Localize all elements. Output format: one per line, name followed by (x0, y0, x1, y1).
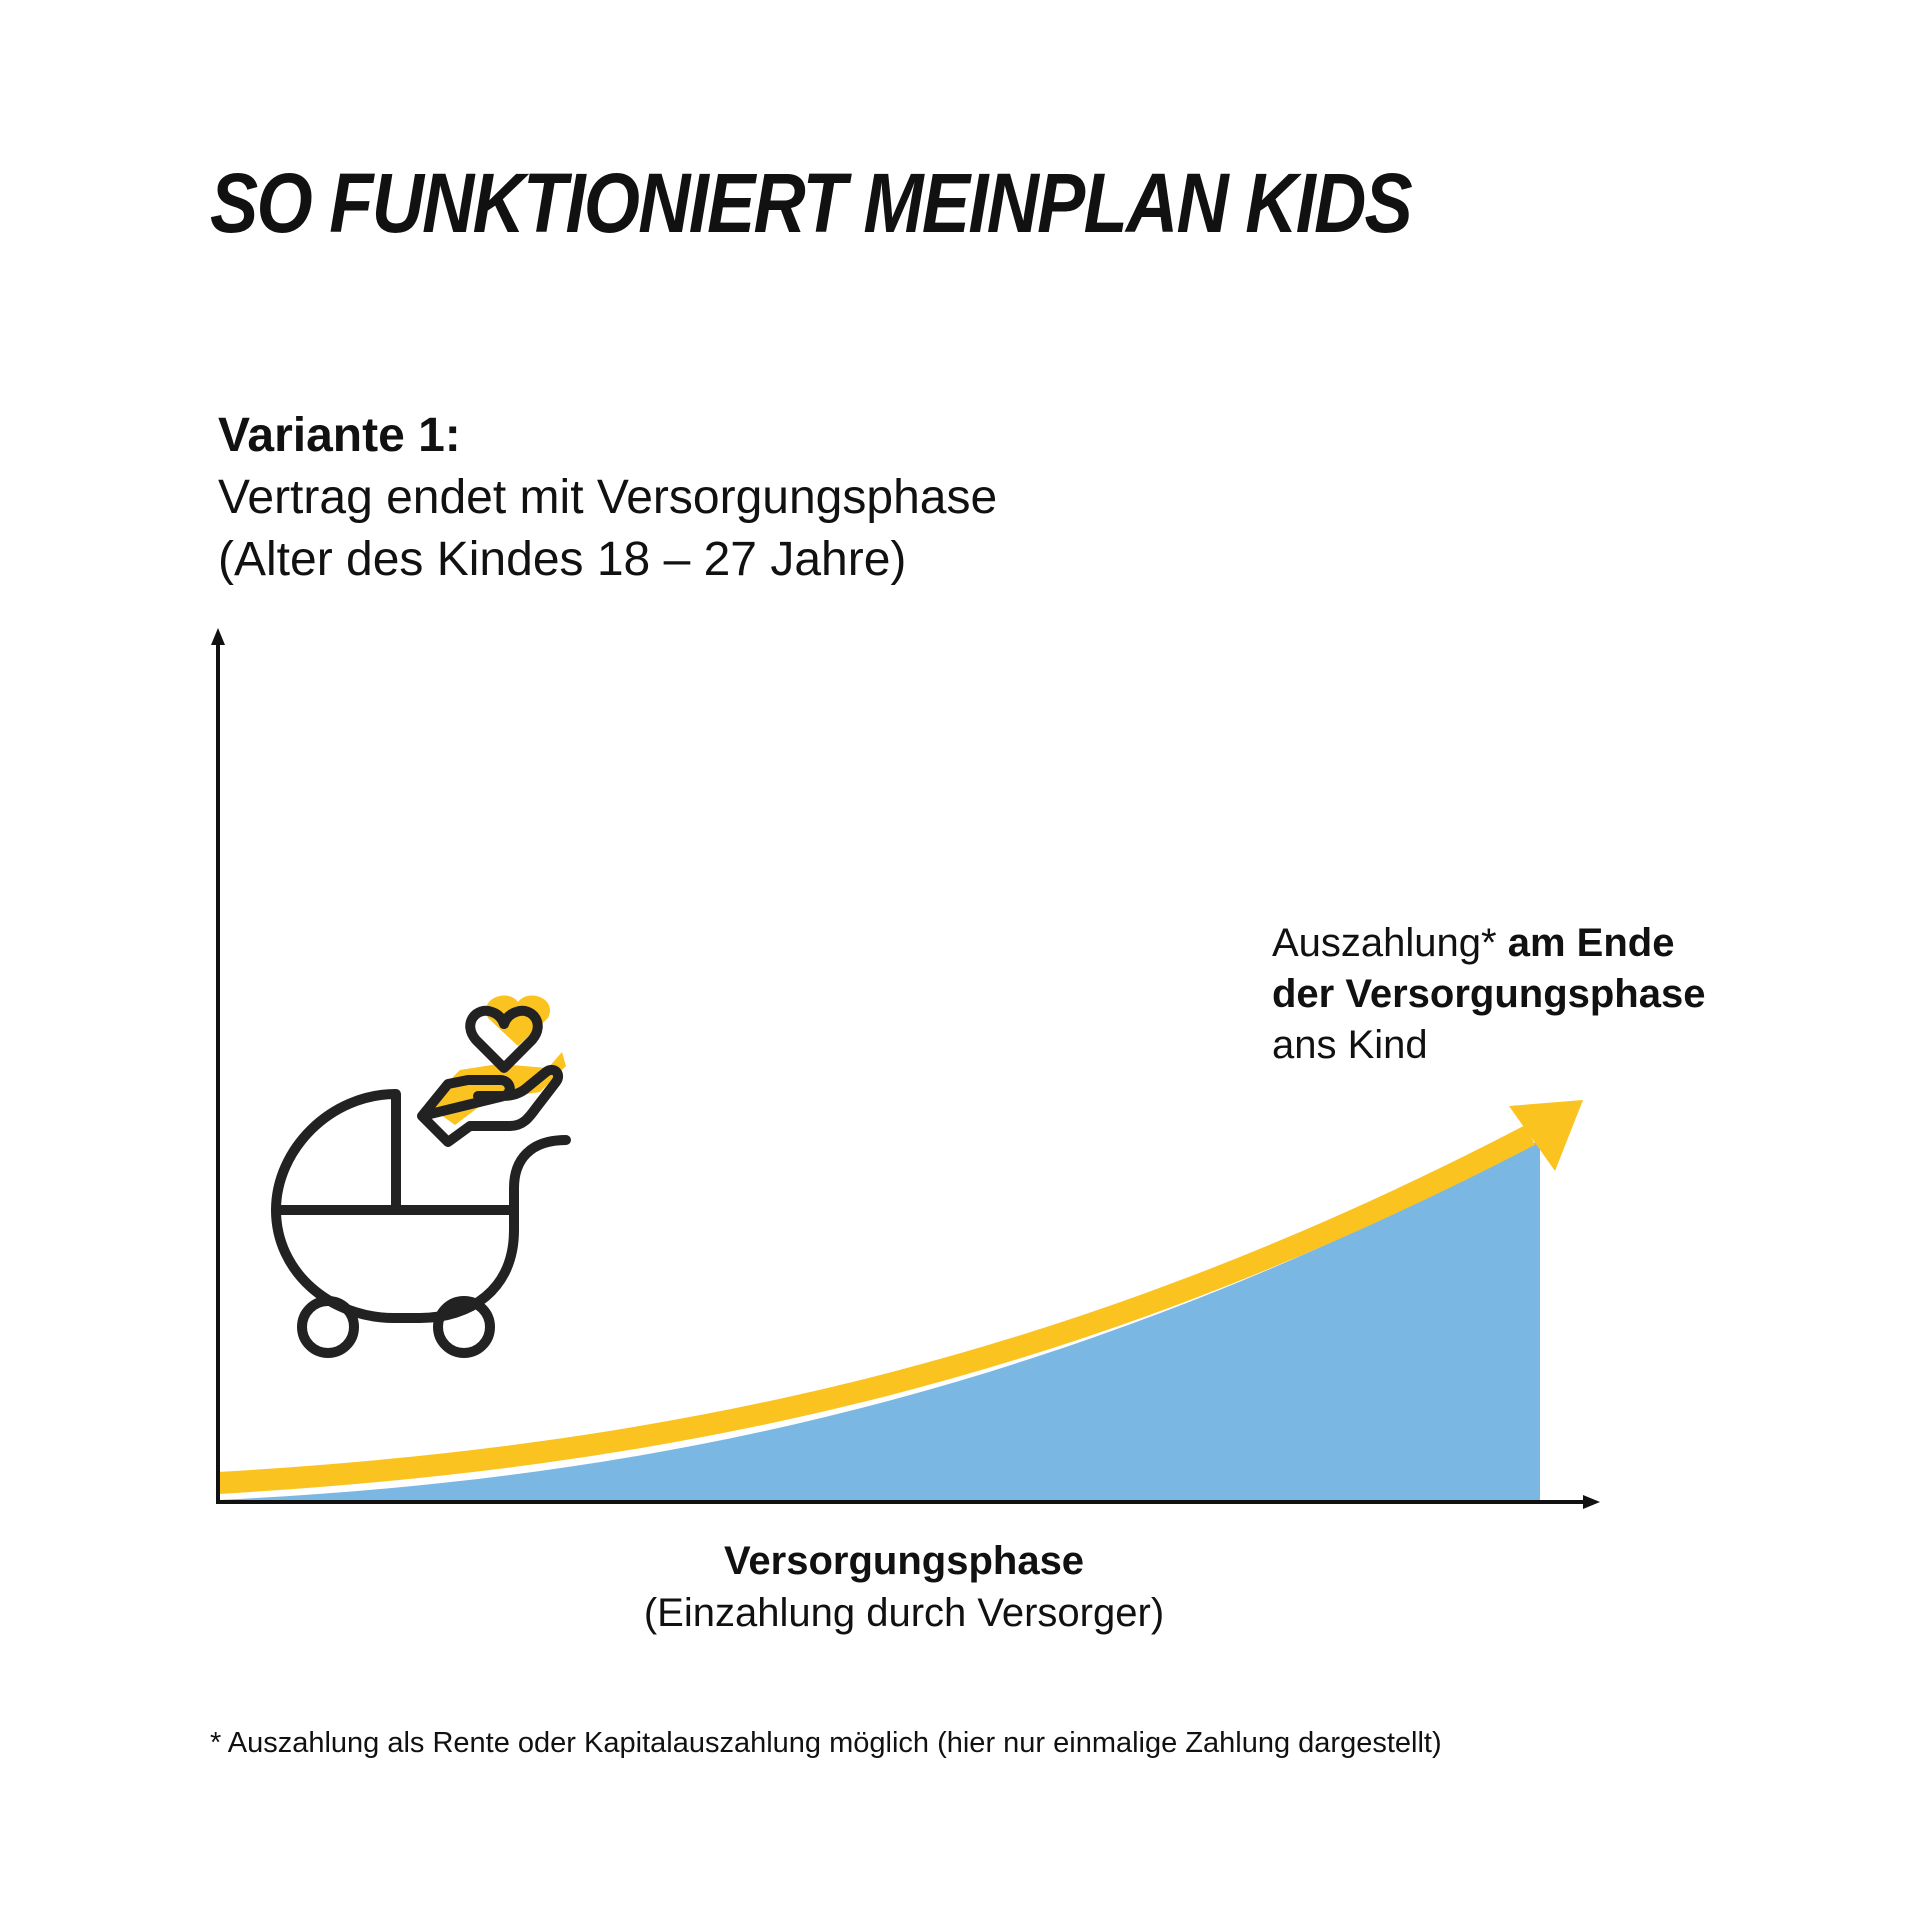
footnote: * Auszahlung als Rente oder Kapitalauszahlung möglich (hier nur einmalige Zahlung dargestellt) (210, 1727, 1442, 1759)
payout-callout (1272, 918, 1705, 1071)
x-axis-sublabel: (Einzahlung durch Versorger) (643, 1591, 1165, 1635)
x-axis-arrowhead (1583, 1495, 1600, 1509)
baby-carriage-icon (276, 1094, 566, 1353)
callout-bold-1: am Ende (1507, 921, 1675, 965)
callout-prefix: Auszahlung* (1272, 921, 1497, 965)
x-axis-label-block (500, 1535, 1308, 1639)
variant-heading: Variante 1: (218, 409, 461, 462)
y-axis-arrowhead (211, 628, 225, 645)
callout-bold-2: der Versorgungsphase (1272, 972, 1706, 1016)
variant-line-2: (Alter des Kindes 18 – 27 Jahre) (218, 533, 907, 586)
hand-heart-icon (422, 995, 566, 1142)
variant-line-1: Vertrag endet mit Versorgungsphase (218, 471, 998, 524)
page-title: SO FUNKTIONIERT MEINPLAN KIDS (210, 156, 1411, 250)
callout-suffix: ans Kind (1272, 1023, 1428, 1067)
x-axis-label: Versorgungsphase (723, 1539, 1085, 1583)
